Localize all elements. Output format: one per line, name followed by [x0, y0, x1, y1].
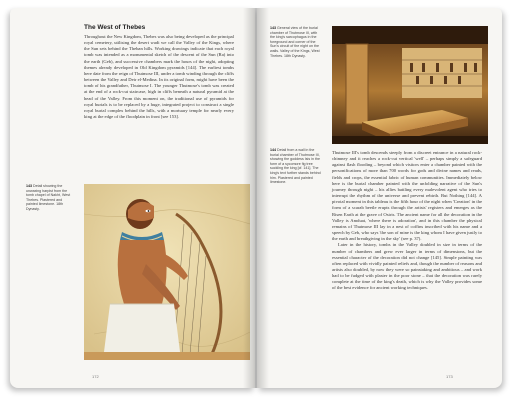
left-body-text — [84, 34, 234, 120]
figure-number: 143 — [26, 184, 32, 188]
left-figure-caption — [26, 184, 74, 212]
right-mid-caption — [270, 148, 322, 185]
burial-chamber-illustration — [332, 26, 488, 144]
burial-chamber-photo — [332, 26, 488, 144]
figure-caption-text: Detail showing the unwaxing harpist from the tomb chapel of Nakht, West Thebes. Plastered and painted limestone. 18th Dynasty. — [26, 184, 71, 211]
figure-caption-text: Detail from a wall in the burial chamber of Thutmose III, showing the goddess Isis in the form of a sycomore fig tree suckling the king [cf. 141]. The king's text further stands behind him. Plastered and painted limestone. — [270, 148, 321, 185]
right-paragraph-2: Later in the history, tombs in the Valley doubled in size in terms of the number of chambers and grew ever larger in terms of dimensions, but the essential character of the decoration did not change [145]. Simple painting was often replaced with vividly painted reliefs and, though the number of reasons and artists also doubled, by now they were so painstaking and ambitious – and work had to be fudged with plaster in the poor stone – that the decoration was rarely complete at the time of the king's death, which is why the Valley provides some of the best evidence for ancient working techniques. — [332, 242, 482, 291]
figure-caption-text: General view of the burial chamber of Thutmose III, with the king's sarcophagus in the foreground and corner of the Sun's circuit of the night on the walls. Valley of the Kings, West Thebes. 18th Dynasty. — [270, 26, 320, 58]
left-folio: 172 — [92, 374, 99, 379]
figure-number: 144 — [270, 148, 276, 152]
right-body-text — [332, 150, 482, 292]
harpist-illustration — [84, 184, 250, 360]
right-paragraph-1: Thutmose III's tomb descends steeply from a discreet entrance in a natural rock-chimney and it reaches a rock-cut vertical 'well' – perhaps simply a safeguard against flash flooding – beyond which visitors enter a chamber painted with the personifications of more than 700 words for gods and divine names and reads, fields and crops, the essential fabric of human communities. Immediately below here is the burial chamber painted with the unfolding narrative of the Sun's journey through night – his allies battling every malevolent agent who tries to interrupt the rhythm of the universe and prevent rebirth. But Nothing [144]. A pivotal moment in this tableau is the fifth hour of the night when 'Creation' in the form of a scarab beetle erupts through the artists' registers and emerges as the Risen Earth at the grave of Osiris. The ancient name for all the decoration in the Valley is Amduat, 'where there is adoration', and in this chamber the physical remains of Thutmose III lay in a nest of coffins inscribed with his name and a speech by Geb, who says 'the son of mine is the king whom I have given justly to the earth and breathgiving in the sky' (see p. 37). — [332, 150, 482, 242]
right-top-caption — [270, 26, 322, 58]
left-page — [10, 8, 255, 388]
right-page — [257, 8, 502, 388]
section-heading: The West of Thebes — [84, 24, 146, 31]
left-paragraph: Throughout the New Kingdom, Thebes was also being developed as the principal royal cemetery, utilising the desert wadi we call the Valley of the Kings, where the Sun sets behind the Theban hills. Working drawings indicate that each royal tomb was intended as a monumental sketch of the descent of the Sun (Ra) into the earth (Geb), and successive chambers mark the hours of the night, adopting themes already developed in Old Kingdom pyramids [144]. The earliest tombs here date from the reign of Thutmose III, under a tomb winding through the cliffs between the Valley and Deir el-Medina. In its original form, might have been the tomb of his grandfather, Thutmose I. The younger Thutmose's tomb was created at the end of a rock-cut staircase, high in cliffs beneath a natural pyramid at the head of the Valley. From this moment on, the traditional use of pyramids for royal burials is to be replaced by a huge, integrated project to construct a single royal burial complex behind the hills, with a mortuary temple for nearly every king at the edge of the floodplain in front [see 153]. — [84, 34, 234, 120]
figure-number: 143 — [270, 26, 276, 30]
right-folio: 173 — [446, 374, 453, 379]
harpist-wall-painting — [84, 184, 250, 360]
